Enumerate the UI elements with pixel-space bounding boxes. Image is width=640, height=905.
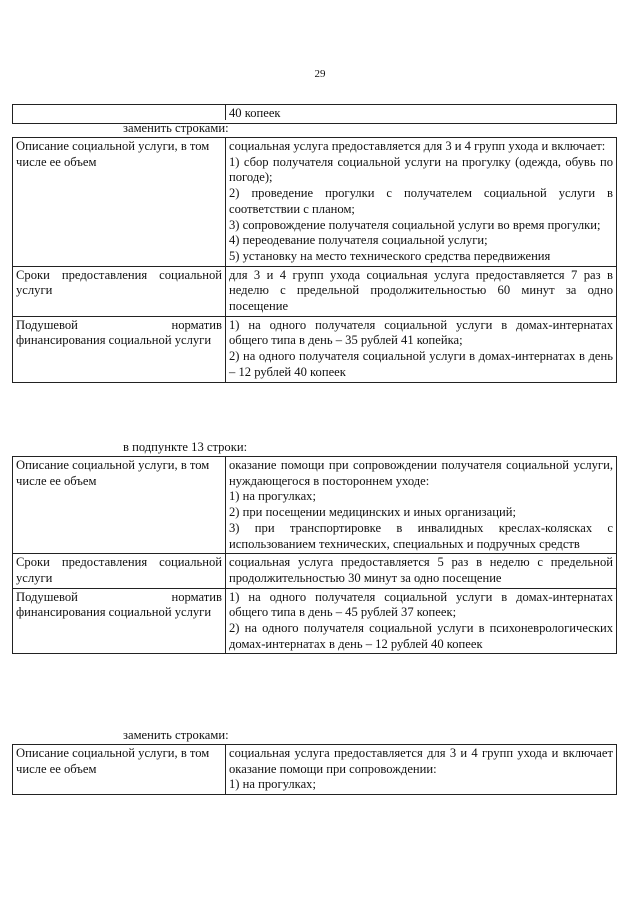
description-value [226,745,616,794]
table-row [13,105,616,123]
description-intro: оказание помощи при сопровождении получателя социальной услуги, нуждающегося в постороннем уходе: [229,458,613,488]
norm-value [226,317,616,382]
table-row [13,457,616,553]
list-item: 5) установку на место технического средства передвижения [229,248,551,263]
list-item: 3) сопровождение получателя социальной услуги во время прогулки; [229,217,601,232]
table-replacement-1 [12,137,617,383]
description-intro: социальная услуга предоставляется для 3 и 4 групп ухода и включает оказание помощи при сопровождении: [229,746,613,776]
list-item: 1) на прогулках; [229,777,316,792]
continuation-text: 40 копеек [229,106,281,120]
table-row [13,138,616,266]
description-label: Описание социальной услуги, в том числе ее объем [13,457,226,553]
caption-replace-2: заменить строками: [123,728,229,742]
page-number: 29 [314,68,326,80]
table-row [13,745,616,794]
list-item: 3) при транспортировке в инвалидных креслах-колясках с использованием технических, специальных и подручных средств [229,520,613,551]
description-value [226,138,616,266]
list-item: 2) на одного получателя социальной услуги в домах-интернатах в день – 12 рублей 40 копеек [229,349,613,379]
empty-cell [13,105,226,120]
norm-label: Подушевой норматив финансирования социальной услуги [13,317,226,382]
norm-value [226,589,616,654]
list-item: 4) переодевание получателя социальной услуги; [229,233,488,248]
terms-label: Сроки предоставления социальной услуги [13,554,226,587]
list-item: 1) сбор получателя социальной услуги на прогулку (одежда, обувь по погоде); [229,154,613,185]
table-continuation [12,104,617,124]
list-item: 1) на одного получателя социальной услуги в домах-интернатах общего типа в день – 45 рублей 37 копеек; [229,589,613,620]
terms-label: Сроки предоставления социальной услуги [13,267,226,316]
description-label: Описание социальной услуги, в том числе ее объем [13,138,226,266]
caption-replace-1: заменить строками: [123,121,229,135]
terms-value: социальная услуга предоставляется 5 раз в неделю с предельной продолжительностью 30 минут за одно посещение [229,555,613,585]
table-row [13,266,616,316]
table-row [13,553,616,587]
description-intro: социальная услуга предоставляется для 3 и 4 групп ухода и включает: [229,139,606,153]
description-value [226,457,616,553]
caption-subitem-13: в подпункте 13 строки: [123,440,248,454]
table-row [13,316,616,382]
table-subitem-13 [12,456,617,654]
description-label: Описание социальной услуги, в том числе ее объем [13,745,226,794]
table-row [13,588,616,654]
norm-label: Подушевой норматив финансирования социальной услуги [13,589,226,654]
list-item: 1) на одного получателя социальной услуги в домах-интернатах общего типа в день – 35 рублей 41 копейка; [229,317,613,348]
terms-value: для 3 и 4 групп ухода социальная услуга предоставляется 7 раз в неделю с предельной продолжительностью 60 минут за одно посещение [229,267,613,314]
list-item: 2) при посещении медицинских и иных организаций; [229,505,516,520]
list-item: 2) проведение прогулки с получателем социальной услуги в соответствии с планом; [229,186,613,216]
list-item: 2) на одного получателя социальной услуги в психоневрологических домах-интернатах в день – 12 рублей 40 копеек [229,621,613,651]
list-item: 1) на прогулках; [229,489,316,504]
table-replacement-2 [12,744,617,795]
